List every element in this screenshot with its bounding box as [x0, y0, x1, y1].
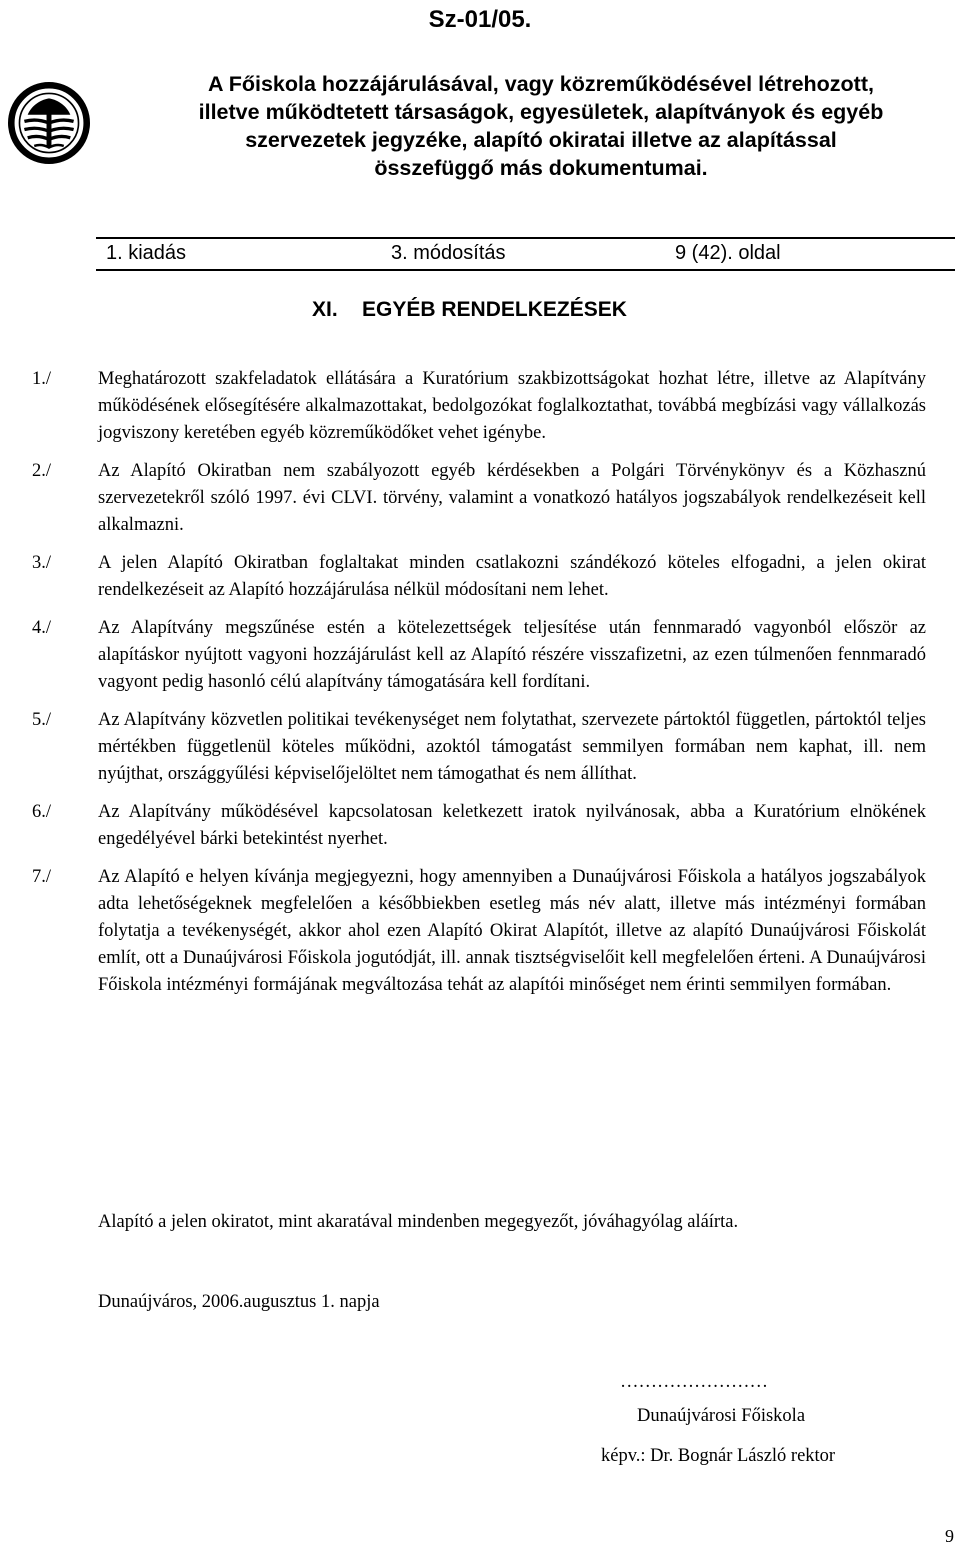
list-item	[32, 458, 926, 539]
item-number: 6./	[32, 802, 52, 822]
header-divider-bottom	[96, 269, 955, 271]
document-title-line: illetve működtetett társaságok, egyesületek, alapítványok és egyéb	[198, 100, 884, 124]
section-number: XI.	[312, 298, 338, 321]
list-item	[32, 707, 926, 788]
section-heading	[312, 298, 627, 322]
item-number: 2./	[32, 461, 52, 481]
header-divider-top	[96, 237, 955, 239]
list-item	[32, 550, 926, 604]
item-text: Az Alapítvány megszűnése estén a kötelezettségek teljesítése után fennmaradó vagyonból először az alapításkor nyújtott vagyoni hozzájárulást kell az Alapító részére visszafizetni, az ezen túlmenően fennmaradó vagyont pedig hasonló célú alapítvány támogatására kell fordítani.	[98, 618, 926, 692]
item-text: Meghatározott szakfeladatok ellátására a Kuratórium szakbizottságokat hozhat létre, illetve az Alapítvány működésének elősegítésére alkalmazottakat, bedolgozókat foglalkoztathat, továbbá megbízási vagy vállalkozás jogviszony keretében egyéb közreműködőket vehet igénybe.	[98, 369, 926, 443]
signatory-representative: képv.: Dr. Bognár László rektor	[601, 1446, 836, 1466]
page-reference: 9 (42). oldal	[675, 242, 781, 264]
institution-logo-icon	[8, 82, 90, 164]
list-item	[32, 864, 926, 999]
modification-label: 3. módosítás	[391, 242, 506, 264]
item-number: 7./	[32, 867, 52, 887]
item-number: 1./	[32, 369, 52, 389]
document-code: Sz-01/05.	[428, 6, 532, 33]
edition-label: 1. kiadás	[106, 242, 187, 264]
item-number: 4./	[32, 618, 52, 638]
signatory-institution: Dunaújvárosi Főiskola	[637, 1406, 806, 1426]
item-text: Az Alapítvány közvetlen politikai tevékenységet nem folytathat, szervezete pártoktól független, pártoktól teljes mértékben függetlenül köteles működni, azoktól támogatást semmilyen formában nem kaphat, ill. nem nyújthat, országgyűlési képviselőjelöltet nem támogathat és nem állíthat.	[98, 710, 926, 784]
list-item	[32, 366, 926, 447]
document-title-line: A Főiskola hozzájárulásával, vagy közreműködésével létrehozott,	[208, 72, 874, 96]
item-text: Az Alapító e helyen kívánja megjegyezni, hogy amennyiben a Dunaújvárosi Főiskola a hatályos jogszabályok adta lehetőségeknek megfelelően a későbbiekben esetleg más név alatt, illetve más intézményi formában folytatja a tevékenységét, akkor ahol ezen Alapító Okirat Alapítót, illetve az alapító Dunaújvárosi Főiskolát említ, ott a Dunaújvárosi Főiskola jogutódját, ill. annak tisztségviselőit kell megfelelően érteni. A Dunaújvárosi Főiskola intézményi formájának megváltozása tehát az alapítói minőséget nem érinti semmilyen formában.	[98, 867, 926, 995]
item-number: 5./	[32, 710, 52, 730]
item-text: A jelen Alapító Okiratban foglaltakat minden csatlakozni szándékozó köteles elfogadni, a jelen okirat rendelkezéseit az Alapító hozzájárulása nélkül módosítani nem lehet.	[98, 553, 926, 600]
item-text: Az Alapítvány működésével kapcsolatosan keletkezett iratok nyilvánosak, abba a Kuratórium elnökének engedélyével bárki betekintést nyerhet.	[98, 802, 926, 849]
item-number: 3./	[32, 553, 52, 573]
document-title-line: szervezetek jegyzéke, alapító okiratai illetve az alapítással	[245, 128, 837, 152]
signing-date: Dunaújváros, 2006.augusztus 1. napja	[98, 1292, 380, 1312]
document-title-line: összefüggő más dokumentumai.	[374, 156, 708, 180]
list-item	[32, 799, 926, 853]
closing-statement: Alapító a jelen okiratot, mint akaratával mindenben megegyezőt, jóváhagyólag aláírta.	[98, 1212, 739, 1232]
page-number: 9	[945, 1526, 954, 1546]
document-title	[128, 70, 954, 182]
item-text: Az Alapító Okiratban nem szabályozott egyéb kérdésekben a Polgári Törvénykönyv és a Közhasznú szervezetekről szóló 1997. évi CLVI. törvény, valamint a vonatkozó hatályos jogszabályok rendelkezéseit kell alkalmazni.	[98, 461, 926, 535]
list-item	[32, 615, 926, 696]
section-title: EGYÉB RENDELKEZÉSEK	[362, 298, 627, 321]
signature-line: ……………………	[620, 1372, 768, 1392]
provisions-list	[32, 366, 926, 1010]
